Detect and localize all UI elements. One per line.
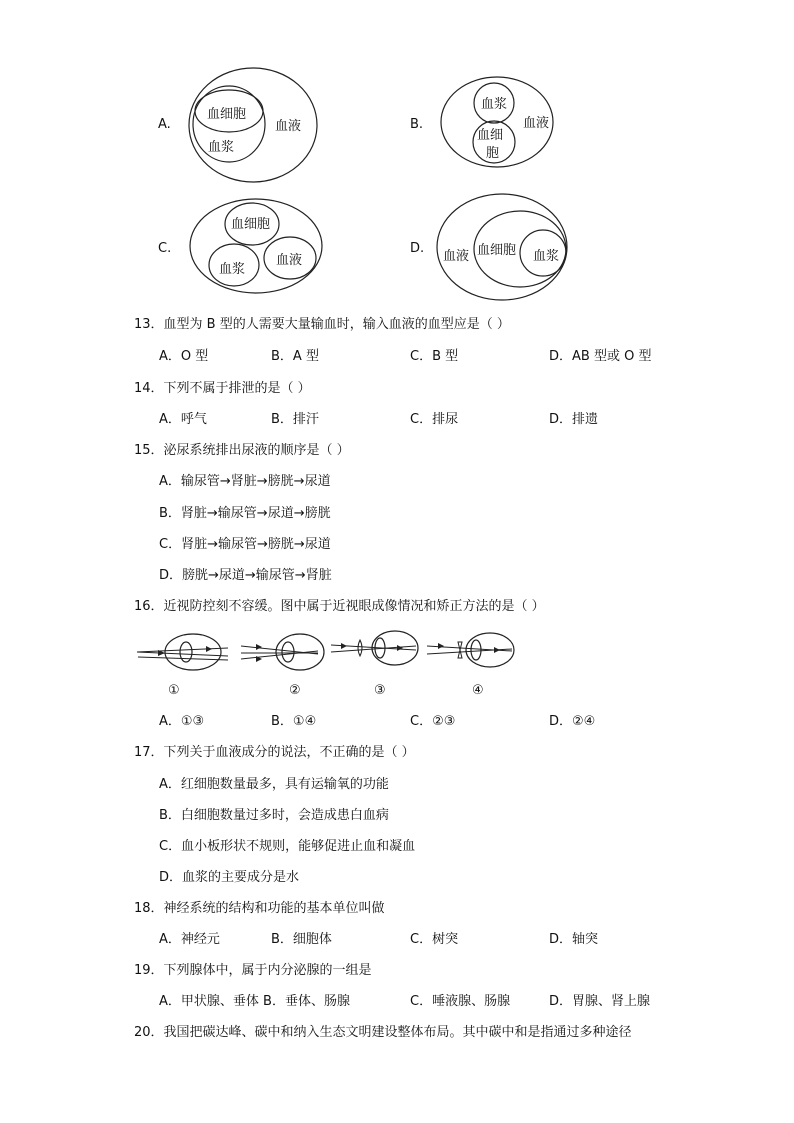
venn-a-item-1: 血细胞 bbox=[207, 107, 247, 122]
q15-option-b[interactable]: B．肾脏→输尿管→尿道→膀胱 bbox=[159, 506, 331, 521]
q15-stem: 15．泌尿系统排出尿液的顺序是（ ） bbox=[134, 443, 350, 458]
eye-figure-label-2: ② bbox=[289, 683, 301, 698]
q16-option-a[interactable]: A．①③ bbox=[159, 714, 205, 729]
venn-b-item-1: 血浆 bbox=[481, 97, 508, 112]
venn-b-item-4: 血液 bbox=[523, 116, 550, 131]
blood-venn-diagrams bbox=[0, 0, 794, 310]
q15-option-d[interactable]: D．膀胱→尿道→输尿管→肾脏 bbox=[159, 568, 332, 583]
q15-option-a[interactable]: A．输尿管→肾脏→膀胱→尿道 bbox=[159, 474, 331, 489]
q14-option-c[interactable]: C．排尿 bbox=[410, 412, 459, 427]
venn-d-item-3: 血浆 bbox=[533, 249, 560, 264]
q15-option-c[interactable]: C．肾脏→输尿管→膀胱→尿道 bbox=[159, 537, 331, 552]
q13-option-a[interactable]: A．O 型 bbox=[159, 349, 209, 364]
venn-a-item-2: 血浆 bbox=[208, 140, 235, 155]
eye-diagram-4 bbox=[427, 633, 514, 667]
q18-option-a[interactable]: A．神经元 bbox=[159, 932, 220, 947]
q16-stem: 16．近视防控刻不容缓。图中属于近视眼成像情况和矫正方法的是（ ） bbox=[134, 599, 545, 614]
q16-option-b[interactable]: B．①④ bbox=[271, 714, 317, 729]
eye-figure-label-3: ③ bbox=[374, 683, 386, 698]
venn-d-item-1: 血液 bbox=[443, 249, 470, 264]
q14-option-a[interactable]: A．呼气 bbox=[159, 412, 207, 427]
venn-a-item-3: 血液 bbox=[275, 119, 302, 134]
q19-stem: 19．下列腺体中，属于内分泌腺的一组是 bbox=[134, 963, 372, 978]
q14-stem: 14．下列不属于排泄的是（ ） bbox=[134, 381, 311, 396]
venn-a-label: A. bbox=[158, 117, 171, 132]
venn-b-item-3: 胞 bbox=[486, 146, 500, 161]
q16-option-d[interactable]: D．②④ bbox=[549, 714, 596, 729]
q17-option-c[interactable]: C．血小板形状不规则，能够促进止血和凝血 bbox=[159, 839, 416, 854]
q18-stem: 18．神经系统的结构和功能的基本单位叫做 bbox=[134, 901, 385, 916]
venn-option-a bbox=[158, 68, 317, 182]
q13-option-b[interactable]: B．A 型 bbox=[271, 349, 319, 364]
eye-figure-label-4: ④ bbox=[472, 683, 484, 698]
q17-option-a[interactable]: A．红细胞数量最多，具有运输氧的功能 bbox=[159, 777, 389, 792]
q19-option-d[interactable]: D．胃腺、肾上腺 bbox=[549, 994, 651, 1009]
q13-option-c[interactable]: C．B 型 bbox=[410, 349, 459, 364]
q18-option-b[interactable]: B．细胞体 bbox=[271, 932, 332, 947]
q17-option-d[interactable]: D．血浆的主要成分是水 bbox=[159, 870, 300, 885]
venn-b-item-2: 血细 bbox=[477, 128, 504, 143]
venn-b-label: B. bbox=[410, 117, 424, 132]
q20-stem: 20．我国把碳达峰、碳中和纳入生态文明建设整体布局。其中碳中和是指通过多种途径 bbox=[134, 1025, 632, 1040]
q16-option-c[interactable]: C．②③ bbox=[410, 714, 456, 729]
venn-c-outer bbox=[190, 199, 322, 293]
venn-d-label: D. bbox=[410, 241, 425, 256]
eye-diagram-2 bbox=[241, 634, 324, 670]
q13-option-d[interactable]: D．AB 型或 O 型 bbox=[549, 349, 652, 364]
q19-option-c[interactable]: C．唾液腺、肠腺 bbox=[410, 994, 511, 1009]
venn-c-item-3: 血液 bbox=[276, 253, 303, 268]
q18-option-c[interactable]: C．树突 bbox=[410, 932, 459, 947]
venn-option-d bbox=[410, 194, 567, 300]
eye-figure-label-1: ① bbox=[168, 683, 180, 698]
q17-option-b[interactable]: B．白细胞数量过多时，会造成患白血病 bbox=[159, 808, 389, 823]
q13-stem: 13．血型为 B 型的人需要大量输血时，输入血液的血型应是（ ） bbox=[134, 317, 510, 332]
venn-option-b bbox=[410, 77, 553, 167]
venn-c-label: C. bbox=[158, 241, 172, 256]
venn-option-c bbox=[158, 199, 322, 293]
venn-c-item-2: 血浆 bbox=[219, 262, 246, 277]
q18-option-d[interactable]: D．轴突 bbox=[549, 932, 599, 947]
eye-diagram-3 bbox=[331, 631, 418, 665]
venn-d-item-2: 血细胞 bbox=[477, 243, 517, 258]
eye-diagram-1 bbox=[137, 634, 228, 670]
venn-c-item-1: 血细胞 bbox=[231, 217, 271, 232]
q17-stem: 17．下列关于血液成分的说法，不正确的是（ ） bbox=[134, 745, 415, 760]
q14-option-d[interactable]: D．排遗 bbox=[549, 412, 599, 427]
q19-option-a-b[interactable]: A．甲状腺、垂体 B．垂体、肠腺 bbox=[159, 994, 350, 1009]
q14-option-b[interactable]: B．排汗 bbox=[271, 412, 319, 427]
